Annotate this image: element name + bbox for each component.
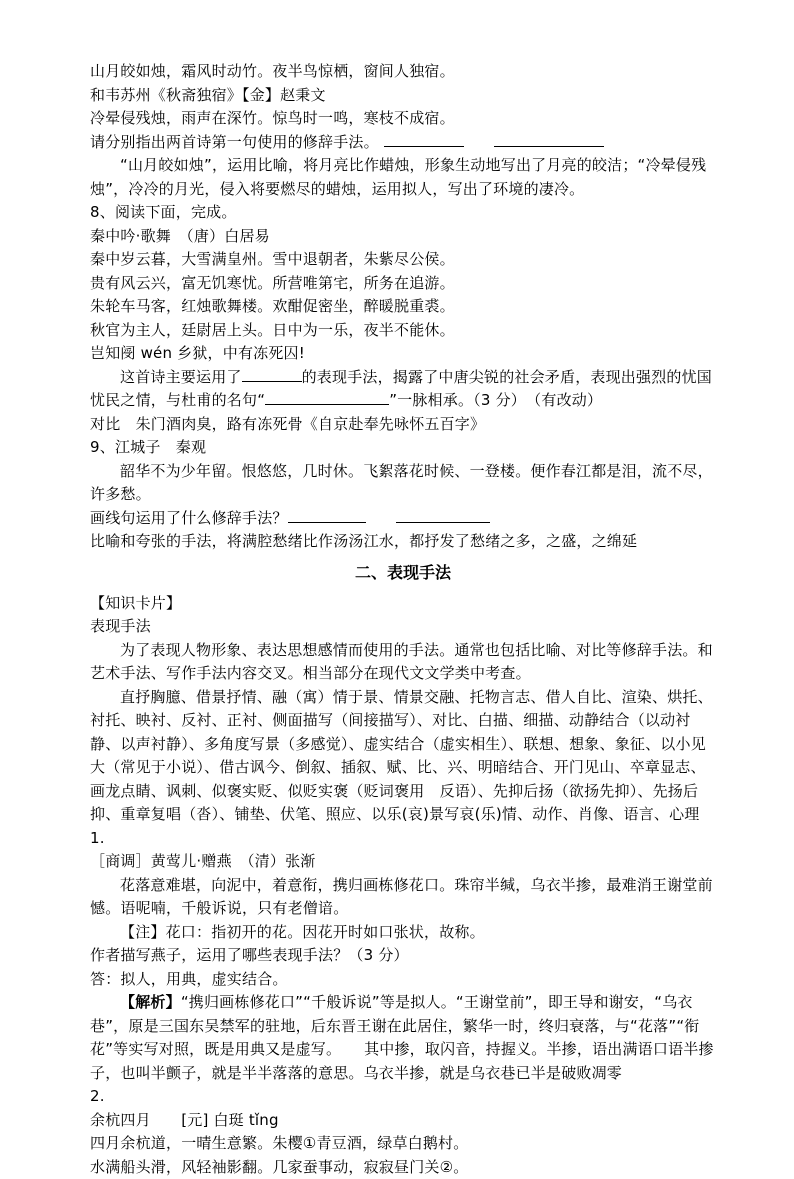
knowledge-card-label: 【知识卡片】 (90, 592, 716, 616)
answer-blank (265, 390, 389, 405)
poem-text: 花落意难堪，向泥中，着意衔，携归画栋修花口。珠帘半缄，乌衣半掺，最难消王谢堂前憾。语呢喃，千般诉说，只有老僧谙。 (90, 874, 716, 921)
question-text: 画线句运用了什么修辞手法？ (90, 507, 716, 531)
term-label: 表现手法 (90, 615, 716, 639)
poem-line: 朱轮车马客，红烛歌舞楼。欢酣促密坐，醉暖脱重裘。 (90, 295, 716, 319)
answer-blank (384, 132, 464, 147)
question-number: 9、江城子 秦观 (90, 436, 716, 460)
poem-line: 岂知阌 wén 乡狱，中有冻死囚! (90, 342, 716, 366)
poem-title: ［商调］黄莺儿·赠燕 （清）张渐 (90, 850, 716, 874)
answer-text: “山月皎如烛”，运用比喻，将月亮比作蜡烛，形象生动地写出了月亮的皎洁；“冷晕侵残烛”，冷冷的月光，侵入将要燃尽的蜡烛，运用拟人，写出了环境的凄冷。 (90, 154, 716, 201)
poem-line: 贵有风云兴，富无饥寒忧。所营唯第宅，所务在追游。 (90, 272, 716, 296)
answer-blank (288, 508, 366, 523)
poem-title: 和韦苏州《秋斋独宿》【金】赵秉文 (90, 84, 716, 108)
poem-line: 冷晕侵残烛，雨声在深竹。惊鸟时一鸣，寒枝不成宿。 (90, 107, 716, 131)
analysis-text: 【解析】“携归画栋修花口”“千般诉说”等是拟人。“王谢堂前”，即王导和谢安，“乌衣巷”，原是三国东吴禁军的驻地，后东晋王谢在此居住，繁华一时，终归衰落，与“花落”“衔花”等实写对照，既是用典又是虚写。 其中掺，取闪音，持握义。半掺，语出满语口语半掺子，也叫半颤子，就是半半落落的意思。乌衣半掺，就是乌衣巷已半是破败凋零 (90, 991, 716, 1085)
answer-text: 答：拟人，用典，虚实结合。 (90, 968, 716, 992)
answer-blank (396, 508, 490, 523)
question-text: 作者描写燕子，运用了哪些表现手法？（3 分） (90, 944, 716, 968)
section-heading: 二、表现手法 (90, 560, 716, 586)
poem-line: 韶华不为少年留。恨悠悠，几时休。飞絮落花时候、一登楼。便作春江都是泪，流不尽，许多愁。 (90, 460, 716, 507)
poem-line: 秦中岁云暮，大雪满皇州。雪中退朝者，朱紫尽公侯。 (90, 248, 716, 272)
technique-list: 直抒胸臆、借景抒情、融（寓）情于景、情景交融、托物言志、借人自比、渲染、烘托、衬托、映衬、反衬、正衬、侧面描写（间接描写）、对比、白描、细描、动静结合（以动衬静、以声衬静）、多角度写景（多感觉）、虚实结合（虚实相生）、联想、想象、象征、以小见大（常见于小说）、借古讽今、倒叙、插叙、赋、比、兴、明暗结合、开门见山、卒章显志、画龙点睛、讽刺、似褒实贬、似贬实褒（贬词褒用 反语）、先抑后扬（欲扬先抑）、先扬后抑、重章复唱（沓）、铺垫、伏笔、照应、以乐(哀)景写哀(乐)情、动作、肖像、语言、心理 (90, 686, 716, 827)
poem-line: 水满船头滑，风轻袖影翻。几家蚕事动，寂寂昼门关②。 (90, 1156, 716, 1179)
question-number: 2. (90, 1085, 716, 1109)
answer-blank (494, 132, 604, 147)
question-number: 8、阅读下面，完成。 (90, 201, 716, 225)
poem-title: 余杭四月 [元] 白珽 tǐng (90, 1109, 716, 1133)
answer-text: 对比 朱门酒肉臭，路有冻死骨《自京赴奉先咏怀五百字》 (90, 413, 716, 437)
note-text: 【注】花口：指初开的花。因花开时如口张状，故称。 (90, 921, 716, 945)
question-text (90, 131, 716, 155)
answer-text: 比喻和夸张的手法，将满腔愁绪比作汤汤江水，都抒发了愁绪之多，之盛，之绵延 (90, 530, 716, 554)
poem-line: 秋官为主人，廷尉居上头。日中为一乐，夜半不能休。 (90, 319, 716, 343)
question-number: 1. (90, 827, 716, 851)
question-prompt: 请分别指出两首诗第一句使用的修辞手法。 (90, 133, 379, 151)
poem-title: 秦中吟·歌舞 （唐）白居易 (90, 225, 716, 249)
analysis-tag: 【解析】 (120, 993, 181, 1011)
document-body (90, 60, 716, 1179)
poem-line: 山月皎如烛，霜风时动竹。夜半鸟惊栖，窗间人独宿。 (90, 60, 716, 84)
answer-blank (242, 367, 302, 382)
definition-text: 为了表现人物形象、表达思想感情而使用的手法。通常也包括比喻、对比等修辞手法。和艺术手法、写作手法内容交叉。相当部分在现代文文学类中考查。 (90, 639, 716, 686)
poem-line: 四月余杭道，一晴生意繁。朱樱①青豆酒，绿草白鹅村。 (90, 1132, 716, 1156)
question-text: 这首诗主要运用了 的表现手法，揭露了中唐尖锐的社会矛盾，表现出强烈的忧国忧民之情，与杜甫的名句“ ”一脉相承。（3 分） （有改动） (90, 366, 716, 413)
